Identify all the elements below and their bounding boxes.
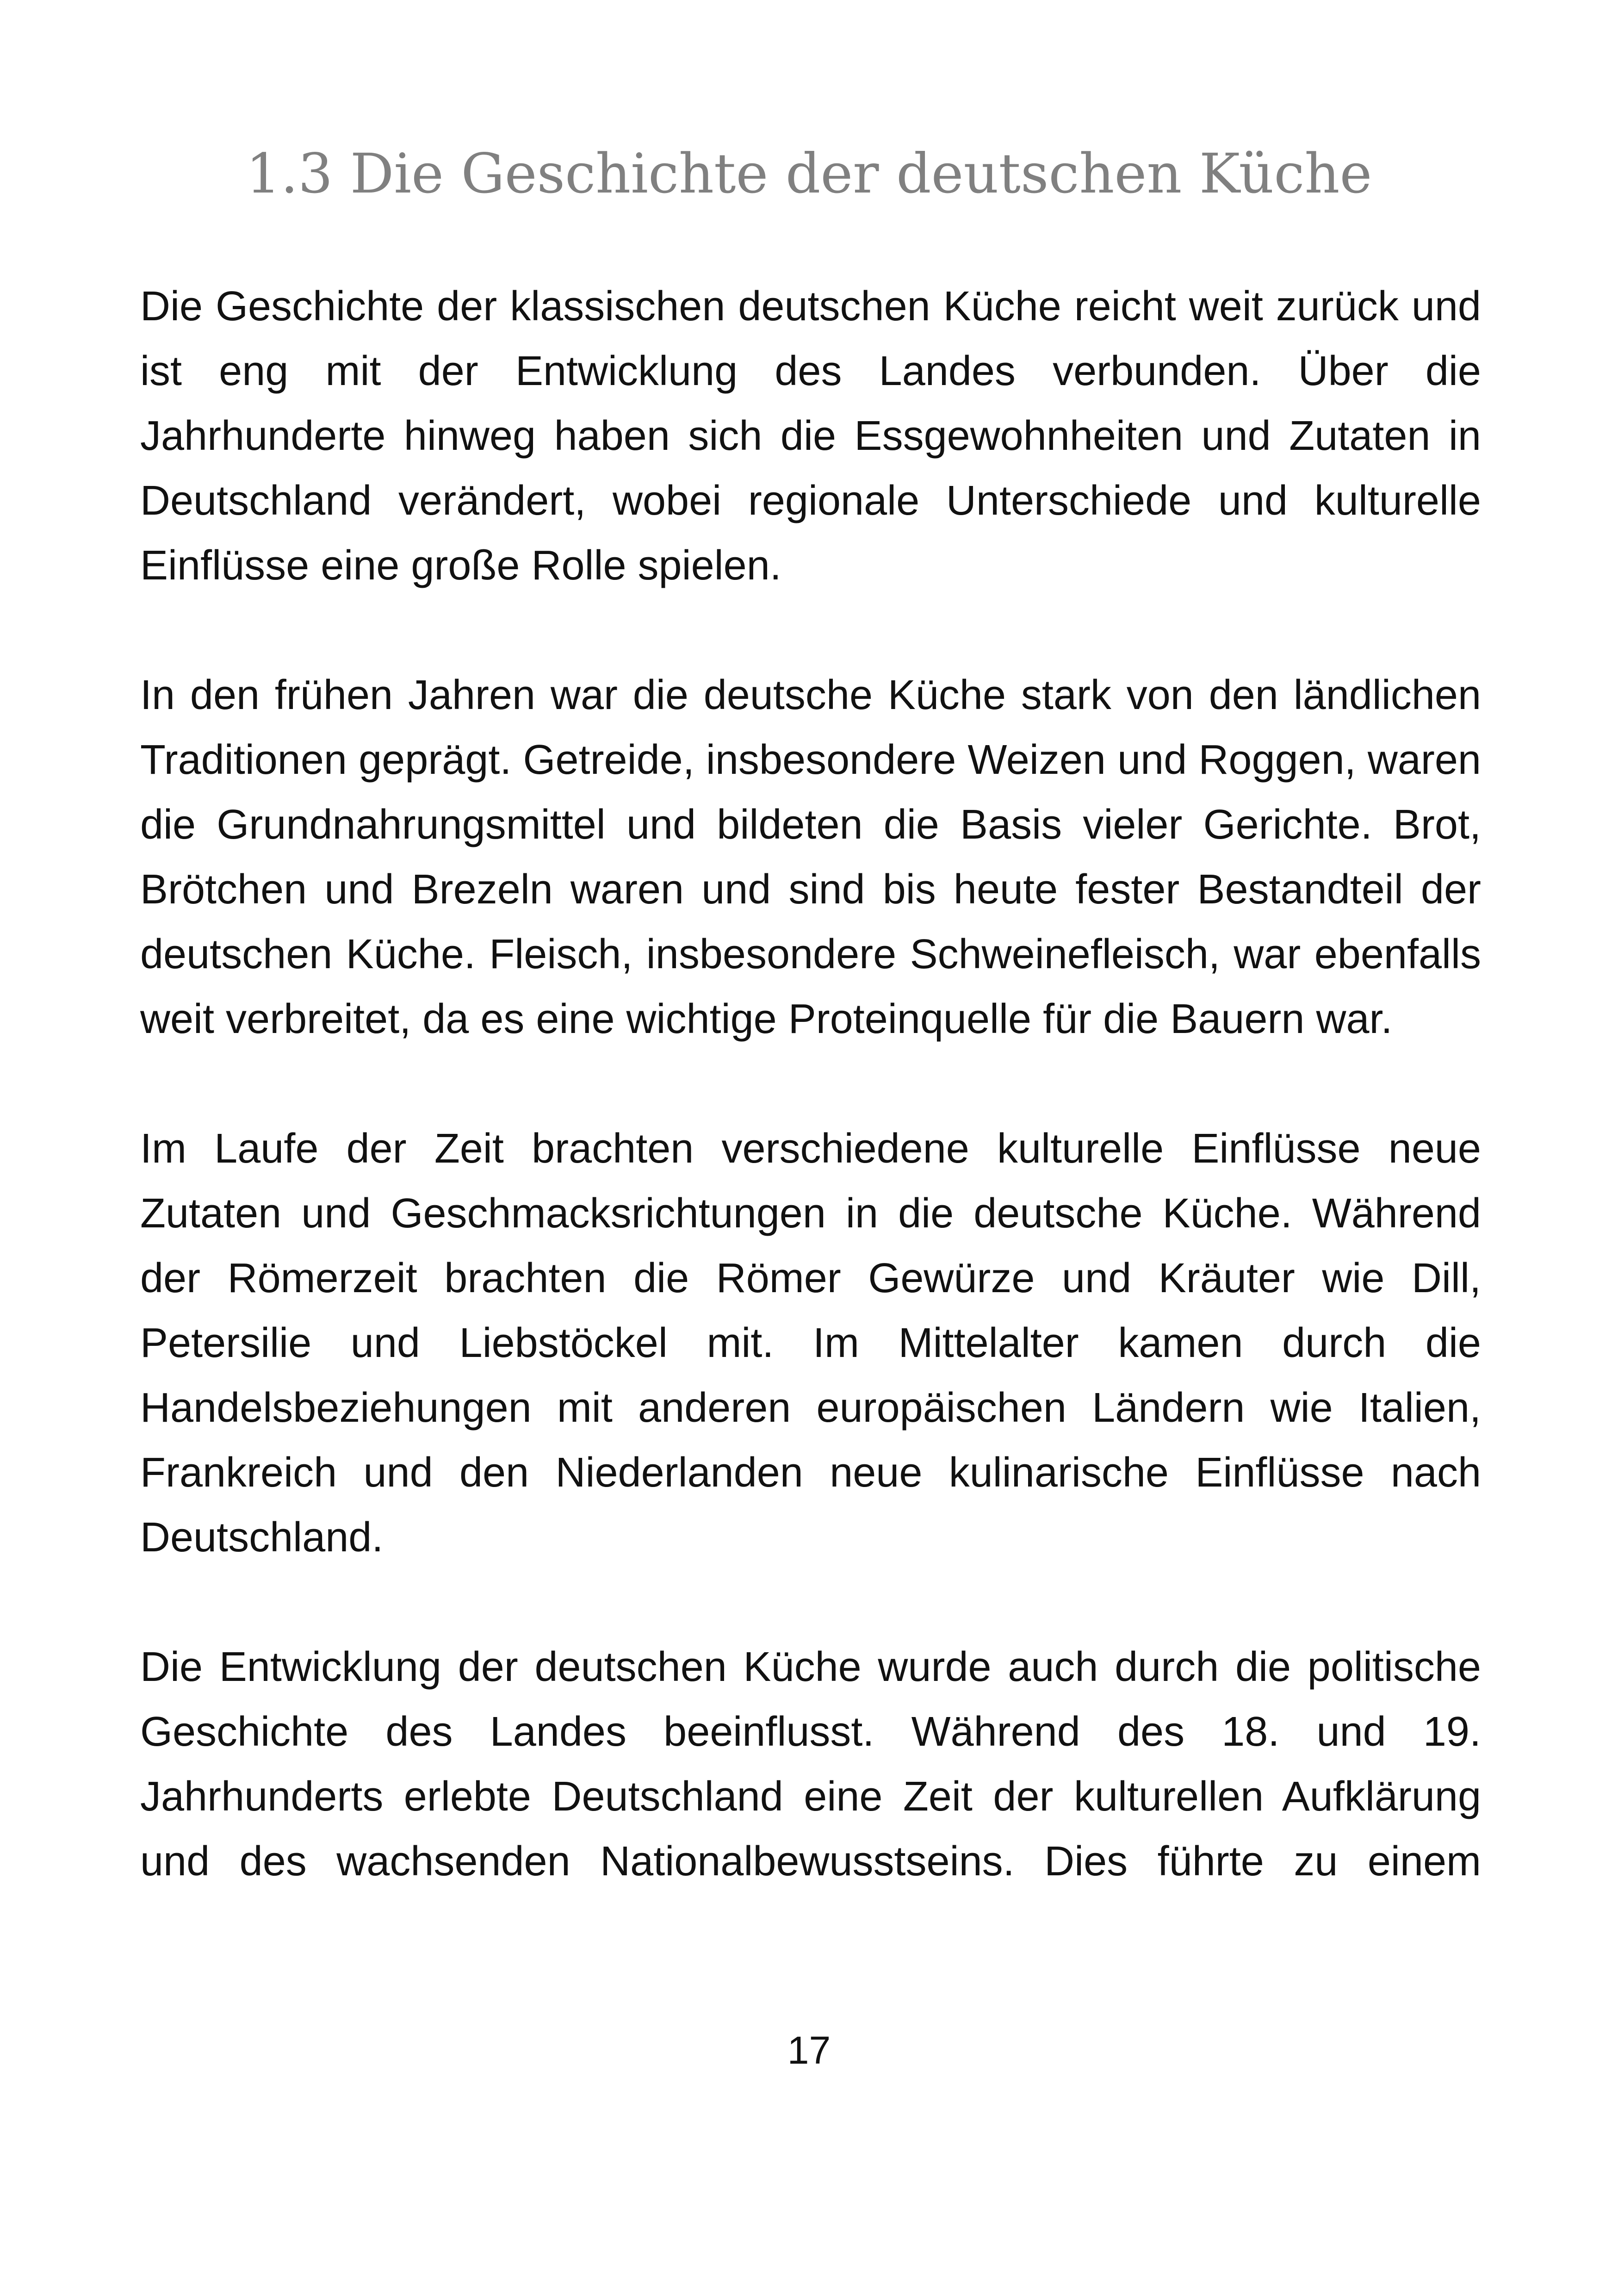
paragraph-3: Im Laufe der Zeit brachten verschiedene kulturelle Einflüsse neue Zutaten und Geschmacksrichtungen in die deutsche Küche. Während der Römerzeit brachten die Römer Gewürze und Kräuter wie Dill, Petersilie und Liebstöckel mit. Im Mittelalter kamen durch die Handelsbeziehungen mit anderen europäischen Ländern wie Italien, Frankreich und den Niederlanden neue kulinarische Einflüsse nach Deutschland. [140,1126,1481,1561]
paragraph-2: In den frühen Jahren war die deutsche Küche stark von den ländlichen Traditionen geprägt. Getreide, insbesondere Weizen und Roggen, waren die Grundnahrungsmittel und bildeten die Basis vieler Gerichte. Brot, Brötchen und Brezeln waren und sind bis heute fester Bestandteil der deutschen Küche. Fleisch, insbesondere Schweinefleisch, war ebenfalls weit verbreitet, da es eine wichtige Proteinquelle für die Bauern war. [140,672,1481,1042]
chapter-heading: 1.3 Die Geschichte der deutschen Küche [246,142,1372,205]
page-number: 17 [787,2028,831,2072]
paragraph-4: Die Entwicklung der deutschen Küche wurde auch durch die politische Geschichte des Landes beeinflusst. Während des 18. und 19. Jahrhunderts erlebte Deutschland eine Zeit der kulturellen Aufklärung und des wachsenden Nationalbewusstseins. Dies führte zu einem [140,1644,1481,1885]
paragraph-1: Die Geschichte der klassischen deutschen Küche reicht weit zurück und ist eng mit der Entwicklung des Landes verbunden. Über die Jahrhunderte hinweg haben sich die Essgewohnheiten und Zutaten in Deutschland verändert, wobei regionale Unterschiede und kulturelle Einflüsse eine große Rolle spielen. [140,283,1481,589]
body-text [140,274,1481,1894]
